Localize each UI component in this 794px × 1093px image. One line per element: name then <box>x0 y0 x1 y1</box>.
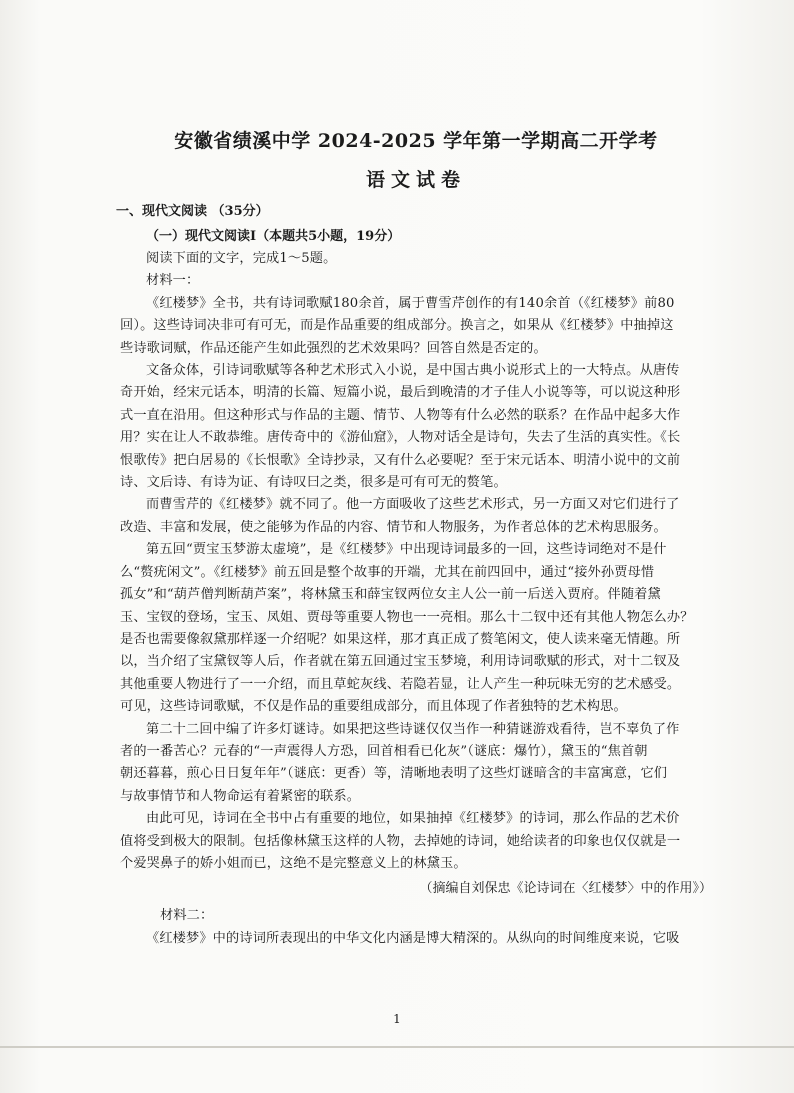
text-line: 值将受到极大的限制。包括像林黛玉这样的人物，去掉她的诗词，她给读者的印象也仅仅就是一 <box>120 833 681 849</box>
source-citation: （摘编自刘保忠《论诗词在〈红楼梦〉中的作用》） <box>419 881 712 897</box>
text-line: 而曹雪芹的《红楼梦》就不同了。他一方面吸收了这些艺术形式，另一方面又对它们进行了 <box>146 497 680 513</box>
exam-subtitle: 语文试卷 <box>365 169 466 191</box>
text-line: 些诗歌词赋，作品还能产生如此强烈的艺术效果吗？回答自然是否定的。 <box>120 340 547 356</box>
subsection-heading: （一）现代文阅读I（本题共5小题，19分） <box>146 229 401 244</box>
text-line: 第五回“贾宝玉梦游太虚境”，是《红楼梦》中出现诗词最多的一回，这些诗词绝对不是什 <box>146 542 667 558</box>
text-line: 诗、文后诗、有诗为证、有诗叹曰之类，很多是可有可无的赘笔。 <box>120 475 507 491</box>
page-number: 1 <box>393 1012 401 1026</box>
material-one-body <box>120 293 712 876</box>
text-line: 文备众体，引诗词歌赋等各种艺术形式入小说，是中国古典小说形式上的一大特点。从唐传 <box>146 363 680 379</box>
text-line: 其他重要人物进行了一一介绍，而且草蛇灰线、若隐若显，让人产生一种玩味无穷的艺术感受。 <box>120 676 681 692</box>
text-line: 可见，这些诗词歌赋，不仅是作品的重要组成部分，而且体现了作者独特的艺术构思。 <box>120 699 627 715</box>
text-line: 以，当介绍了宝黛钗等人后，作者就在第五回通过宝玉梦境，利用诗词歌赋的形式，对十二钗及 <box>120 654 681 670</box>
instruction-text: 阅读下面的文字，完成1～5题。 <box>146 251 337 266</box>
text-line: 恨歌传》把白居易的《长恨歌》全诗抄录，又有什么必要呢？至于宋元话本、明清小说中的文前 <box>120 452 681 468</box>
text-line: 奇开始，经宋元话本，明清的长篇、短篇小说，最后到晚清的才子佳人小说等等，可以说这种形 <box>120 385 681 401</box>
text-line: 朝还暮暮，煎心日日复年年”（谜底：更香）等，清晰地表明了这些灯谜暗含的丰富寓意，它们 <box>120 766 668 782</box>
text-line: 《红楼梦》中的诗词所表现出的中华文化内涵是博大精深的。从纵向的时间维度来说，它吸 <box>146 930 680 946</box>
text-line: 么“赘疣闲文”。《红楼梦》前五回是整个故事的开端，尤其在前四回中，通过“接外孙贾母惜 <box>120 564 655 580</box>
text-line: 孤女”和“葫芦僧判断葫芦案”，将林黛玉和薛宝钗两位女主人公一前一后送入贾府。伴随着黛 <box>120 587 661 603</box>
text-line: 式一直在沿用。但这种形式与作品的主题、情节、人物等有什么必然的联系？在作品中起多大作 <box>120 407 681 423</box>
exam-title: 安徽省绩溪中学 2024-2025 学年第一学期高二开学考 <box>174 130 658 152</box>
text-line: 个爱哭鼻子的娇小姐而已，这绝不是完整意义上的林黛玉。 <box>120 855 467 871</box>
text-line: 是否也需要像叙黛那样逐一介绍呢？如果这样，那才真正成了赘笔闲文，使人读来毫无情趣。所 <box>120 631 681 647</box>
text-line: 用？实在让人不敢恭维。唐传奇中的《游仙窟》，人物对话全是诗句，失去了生活的真实性。《长 <box>120 430 681 446</box>
material-label: 材料二： <box>160 908 214 924</box>
text-line: 改造、丰富和发展，使之能够为作品的内容、情节和人物服务，为作者总体的艺术构思服务。 <box>120 519 667 535</box>
text-line: 玉、宝钗的登场，宝玉、凤姐、贾母等重要人物也一一亮相。那么十二钗中还有其他人物怎么办？ <box>120 609 694 625</box>
text-line: 由此可见，诗词在全书中占有重要的地位，如果抽掉《红楼梦》的诗词，那么作品的艺术价 <box>146 811 680 827</box>
text-line: 《红楼梦》全书，共有诗词歌赋180余首，属于曹雪芹创作的有140余首（《红楼梦》前80 <box>146 295 675 311</box>
page-content <box>116 126 712 950</box>
text-line: 者的一番苦心？元春的“一声震得人方恐，回首相看已化灰”（谜底：爆竹），黛玉的“焦首朝 <box>120 743 648 759</box>
text-line: 与故事情节和人物命运有着紧密的联系。 <box>120 788 361 804</box>
page-fold-line <box>0 1046 794 1048</box>
text-line: 回）。这些诗词决非可有可无，而是作品重要的组成部分。换言之，如果从《红楼梦》中抽掉这 <box>120 318 674 334</box>
text-line: 第二十二回中编了许多灯谜诗。如果把这些诗谜仅仅当作一种猜谜游戏看待，岂不辜负了作 <box>146 721 680 737</box>
material-label: 材料一： <box>146 273 200 289</box>
section-heading: 一、现代文阅读 （35分） <box>116 204 269 219</box>
